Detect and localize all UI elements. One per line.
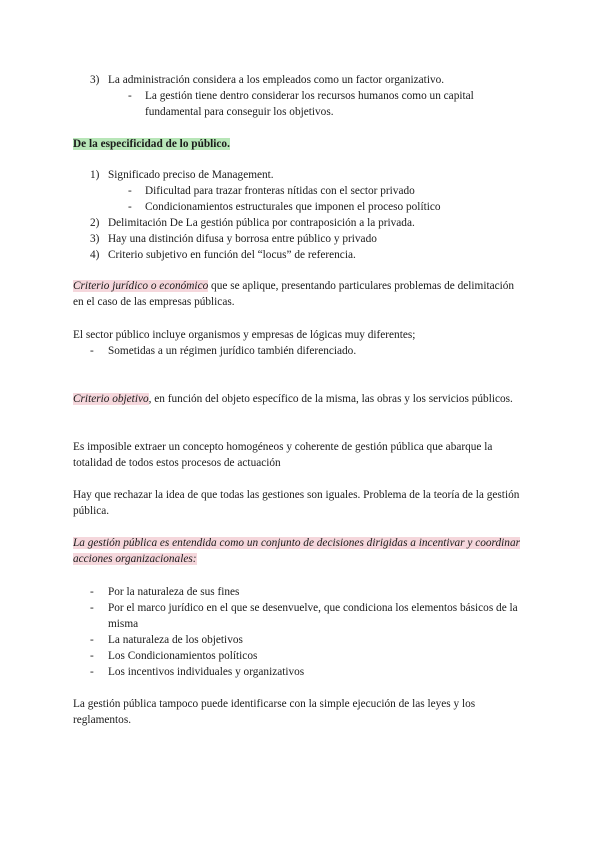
list-item-text: Criterio subjetivo en función del “locus” de referencia. bbox=[108, 249, 356, 261]
list-number: 3) bbox=[90, 74, 100, 86]
list-item-text: La administración considera a los empleados como un factor organizativo. bbox=[108, 74, 445, 86]
list-item-text: Delimitación De La gestión pública por contraposición a la privada. bbox=[108, 217, 415, 229]
list-dash: - bbox=[90, 586, 94, 598]
list-item-text: Los Condicionamientos políticos bbox=[108, 650, 258, 662]
sub-item-text: Condicionamientos estructurales que imponen el proceso político bbox=[145, 201, 441, 213]
list-item-text: Los incentivos individuales y organizativos bbox=[108, 666, 305, 678]
heading-text: De la especificidad de lo público. bbox=[73, 138, 230, 150]
paragraph-definicion bbox=[73, 535, 525, 567]
paragraph-text: que se aplique, presentando particulares problemas de delimitación en el caso de las empresas públicas. bbox=[73, 280, 515, 308]
list-dash: - bbox=[128, 185, 132, 197]
list-number: 1) bbox=[90, 169, 100, 181]
list-item-text: Por la naturaleza de sus fines bbox=[108, 586, 240, 598]
sub-item-text: La gestión tiene dentro considerar los recursos humanos como un capital fundamental para conseguir los objetivos. bbox=[145, 90, 474, 118]
list-item-text: Significado preciso de Management. bbox=[108, 169, 274, 181]
section-heading bbox=[73, 136, 525, 152]
list-dash: - bbox=[128, 201, 132, 213]
list-item-text: Por el marco jurídico en el que se desenvuelve, que condiciona los elementos básicos de la misma bbox=[108, 602, 518, 630]
list-dash: - bbox=[90, 634, 94, 646]
paragraph-text: Hay que rechazar la idea de que todas las gestiones son iguales. Problema de la teoría de la gestión pública. bbox=[73, 489, 520, 517]
list-number: 4) bbox=[90, 249, 100, 261]
paragraph-sector-publico bbox=[73, 327, 525, 343]
highlighted-term: Criterio objetivo bbox=[73, 393, 149, 405]
sub-item-text: Sometidas a un régimen jurídico también diferenciado. bbox=[108, 345, 357, 357]
list-item-text: La naturaleza de los objetivos bbox=[108, 634, 243, 646]
paragraph-text: El sector público incluye organismos y empresas de lógicas muy diferentes; bbox=[73, 329, 416, 341]
list-item-text: Hay una distinción difusa y borrosa entre público y privado bbox=[108, 233, 377, 245]
paragraph-text: , en función del objeto específico de la misma, las obras y los servicios públicos. bbox=[148, 393, 513, 405]
sub-item-text: Dificultad para trazar fronteras nítidas con el sector privado bbox=[145, 185, 415, 197]
paragraph-final bbox=[73, 696, 525, 728]
list-number: 3) bbox=[90, 233, 100, 245]
list-number: 2) bbox=[90, 217, 100, 229]
paragraph-criterio-objetivo bbox=[73, 391, 525, 407]
paragraph-text: Es imposible extraer un concepto homogéneos y coherente de gestión pública que abarque la totalidad de todos estos procesos de actuación bbox=[73, 441, 493, 469]
paragraph-criterio-juridico bbox=[73, 278, 525, 310]
highlighted-term: Criterio jurídico o económico bbox=[73, 280, 209, 292]
list-dash: - bbox=[128, 90, 132, 102]
paragraph-rechazar bbox=[73, 487, 525, 519]
paragraph-text: La gestión pública tampoco puede identificarse con la simple ejecución de las leyes y los reglamentos. bbox=[73, 698, 476, 726]
list-dash: - bbox=[90, 602, 94, 614]
list-dash: - bbox=[90, 666, 94, 678]
highlighted-definition: La gestión pública es entendida como un conjunto de decisiones dirigidas a incentivar y coordinar acciones organizacionales: bbox=[73, 537, 520, 565]
list-dash: - bbox=[90, 345, 94, 357]
list-dash: - bbox=[90, 650, 94, 662]
paragraph-imposible bbox=[73, 439, 525, 471]
